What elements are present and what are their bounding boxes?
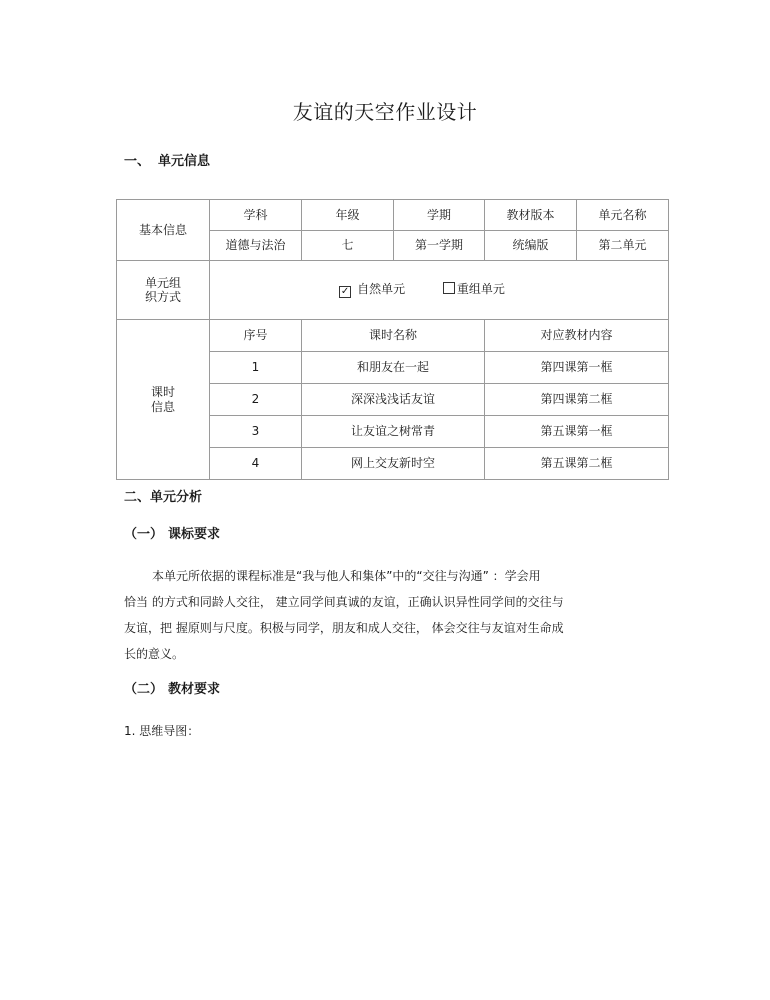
paragraph-line: 长的意义。: [124, 647, 185, 661]
subsection-number: （二）: [124, 682, 164, 697]
lesson-name: 和朋友在一起: [302, 352, 485, 384]
subsection-label: 课标要求: [168, 527, 221, 542]
section-label: 单元信息: [158, 154, 211, 169]
curriculum-paragraph: [124, 563, 648, 667]
lesson-info-label: [117, 320, 210, 480]
table-row: [117, 261, 669, 320]
org-label-line: 单元组: [144, 275, 181, 290]
header-edition: 教材版本: [485, 200, 577, 231]
document-title: 友谊的天空作业设计: [292, 100, 478, 124]
value-semester: 第一学期: [394, 231, 485, 261]
header-unit-name: 单元名称: [577, 200, 669, 231]
lesson-no: 1: [210, 352, 302, 384]
lesson-content: 第五课第二框: [485, 448, 669, 480]
section-unit-analysis-heading: 二、单元分析: [124, 490, 203, 505]
checkbox-checked-icon: ✓: [340, 286, 350, 297]
lesson-content: 第四课第一框: [485, 352, 669, 384]
lesson-no: 3: [210, 416, 302, 448]
subsection-number: （一）: [124, 527, 164, 542]
lesson-content: 第五课第一框: [485, 416, 669, 448]
header-subject: 学科: [210, 200, 302, 231]
mind-map-item: 1. 思维导图：: [124, 724, 200, 738]
checkbox-label: 自然单元: [357, 282, 406, 296]
table-row: [117, 200, 669, 231]
subsection-textbook-heading: [124, 678, 220, 697]
natural-unit-checkbox[interactable]: [339, 282, 405, 298]
lesson-content: 第四课第二框: [485, 384, 669, 416]
header-grade: 年级: [302, 200, 394, 231]
lesson-label-line: 课时: [150, 385, 175, 400]
paragraph-line: 恰当 的方式和同龄人交往， 建立同学间真诚的友谊，正确认识异性同学间的交往与: [124, 595, 564, 609]
subsection-label: 教材要求: [168, 682, 221, 697]
header-lesson-name: 课时名称: [302, 320, 485, 352]
value-unit-name: 第二单元: [577, 231, 669, 261]
paragraph-line: 本单元所依据的课程标准是“我与他人和集体”中的“交往与沟通” ：学会用: [152, 569, 541, 583]
value-subject: 道德与法治: [210, 231, 302, 261]
checkbox-label: 重组单元: [456, 282, 505, 296]
lesson-no: 4: [210, 448, 302, 480]
table-row: [117, 320, 669, 352]
value-edition: 统编版: [485, 231, 577, 261]
paragraph-line: 友谊，把 握原则与尺度。积极与同学，朋友和成人交往， 体会交往与友谊对生命成: [124, 621, 564, 635]
header-textbook-content: 对应教材内容: [485, 320, 669, 352]
org-method-label: [117, 261, 210, 320]
checkbox-unchecked-icon: [443, 282, 455, 294]
org-method-options: [210, 261, 669, 320]
header-seq: 序号: [210, 320, 302, 352]
section-number: 一、: [124, 154, 151, 169]
value-grade: 七: [302, 231, 394, 261]
lesson-label-line: 信息: [150, 399, 175, 414]
header-semester: 学期: [394, 200, 485, 231]
regroup-unit-checkbox[interactable]: [443, 282, 505, 296]
lesson-no: 2: [210, 384, 302, 416]
section-unit-info-heading: [124, 150, 210, 169]
basic-info-label: 基本信息: [117, 200, 210, 261]
lesson-name: 深深浅浅话友谊: [302, 384, 485, 416]
lesson-name: 让友谊之树常青: [302, 416, 485, 448]
lesson-name: 网上交友新时空: [302, 448, 485, 480]
org-label-line: 织方式: [144, 290, 181, 304]
unit-info-table: [116, 199, 669, 480]
subsection-curriculum-heading: [124, 523, 220, 542]
